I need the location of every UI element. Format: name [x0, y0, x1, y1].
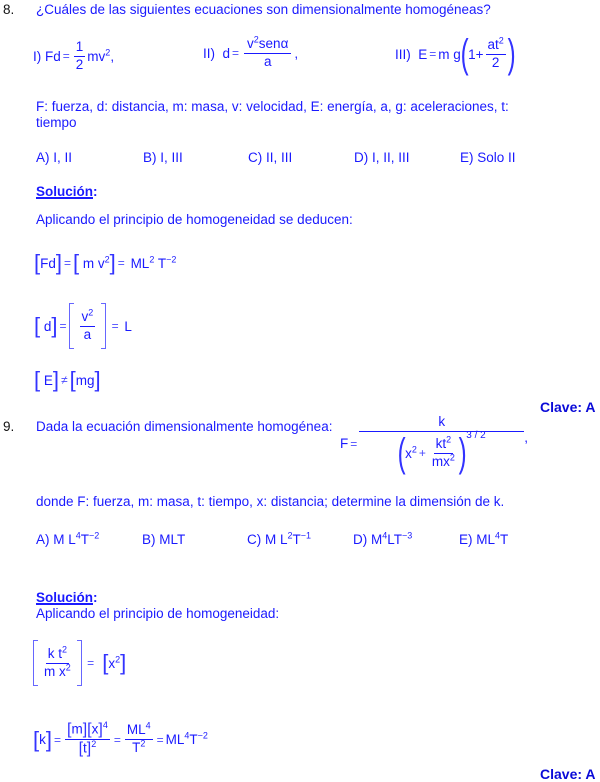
option-c-9: C) M $L^2T^{-1}$: [247, 530, 312, 547]
variables-legend-line1: F: fuerza, d: distancia, m: masa, v: velocidad, E: energía, a, g: aceleraciones, t:: [36, 99, 509, 114]
option-a: A) I, II: [36, 150, 73, 165]
question-9-description: donde F: fuerza, m: masa, t: tiempo, x: distancia; determine la dimensión de k.: [36, 494, 505, 509]
option-e-9: E) $ML^4T$: [459, 530, 509, 547]
step-d: [ d ] = $\frac{v^2}{a}$ = L: [34, 303, 132, 349]
answer-key-9: Clave: A: [540, 766, 596, 782]
option-c: C) II, III: [248, 150, 293, 165]
step-ratio: $\frac{k t^2}{m x^2}$ = [ $x^2$ ]: [33, 640, 126, 686]
variables-legend-line2: tiempo: [36, 115, 77, 130]
option-d: D) I, II, III: [354, 150, 410, 165]
solution-heading-9: Solución:: [36, 590, 98, 605]
solution-heading-8: Solución:: [36, 184, 98, 199]
solution-intro-8: Aplicando el principio de homogeneidad se deducen:: [36, 212, 353, 227]
option-a-9: A) M $L^4T^{-2}$: [36, 530, 100, 547]
question-9-text: Dada la ecuación dimensionalmente homogénea:: [36, 419, 333, 434]
question-8-text: ¿Cuáles de las siguientes ecuaciones son dimensionalmente homogéneas?: [36, 2, 491, 17]
equation-ii: II) d = $\frac{v^2sen\alpha}{a}$ ,: [203, 34, 299, 69]
question-9-number: 9.: [3, 419, 15, 434]
step-k: [ k ] = $\frac{[m][x]^4}{[t]^2}$ = $\frac{ML^4}{T^2}$ = $ML^4T^{-2}$: [33, 720, 208, 757]
option-e: E) Solo II: [460, 150, 516, 165]
equation-i: I) Fd = $\frac{1}{2}$ $mv^2$,: [33, 39, 115, 72]
step-e: [ E ] ≠ [ mg ]: [34, 367, 101, 392]
answer-key-8: Clave: A: [540, 399, 596, 415]
step-fd: [ Fd ] = [ m $v^2$ ] = $ML^2$ $T^{-2}$: [34, 250, 177, 275]
option-b: B) I, III: [143, 150, 183, 165]
equation-iii: III) E = m g ( 1+ $\frac{at^2}{2}$ ): [395, 32, 516, 76]
equation-q9: F = k ( $x^2$ + $\frac{kt^2}{mx^2}$ ) 3 / 2 ,: [340, 414, 529, 475]
solution-intro-9: Aplicando el principio de homogeneidad:: [36, 606, 280, 621]
question-8-number: 8.: [3, 2, 15, 17]
option-b-9: B) MLT: [142, 532, 186, 547]
option-d-9: D) $M^4LT^{-3}$: [353, 530, 413, 547]
